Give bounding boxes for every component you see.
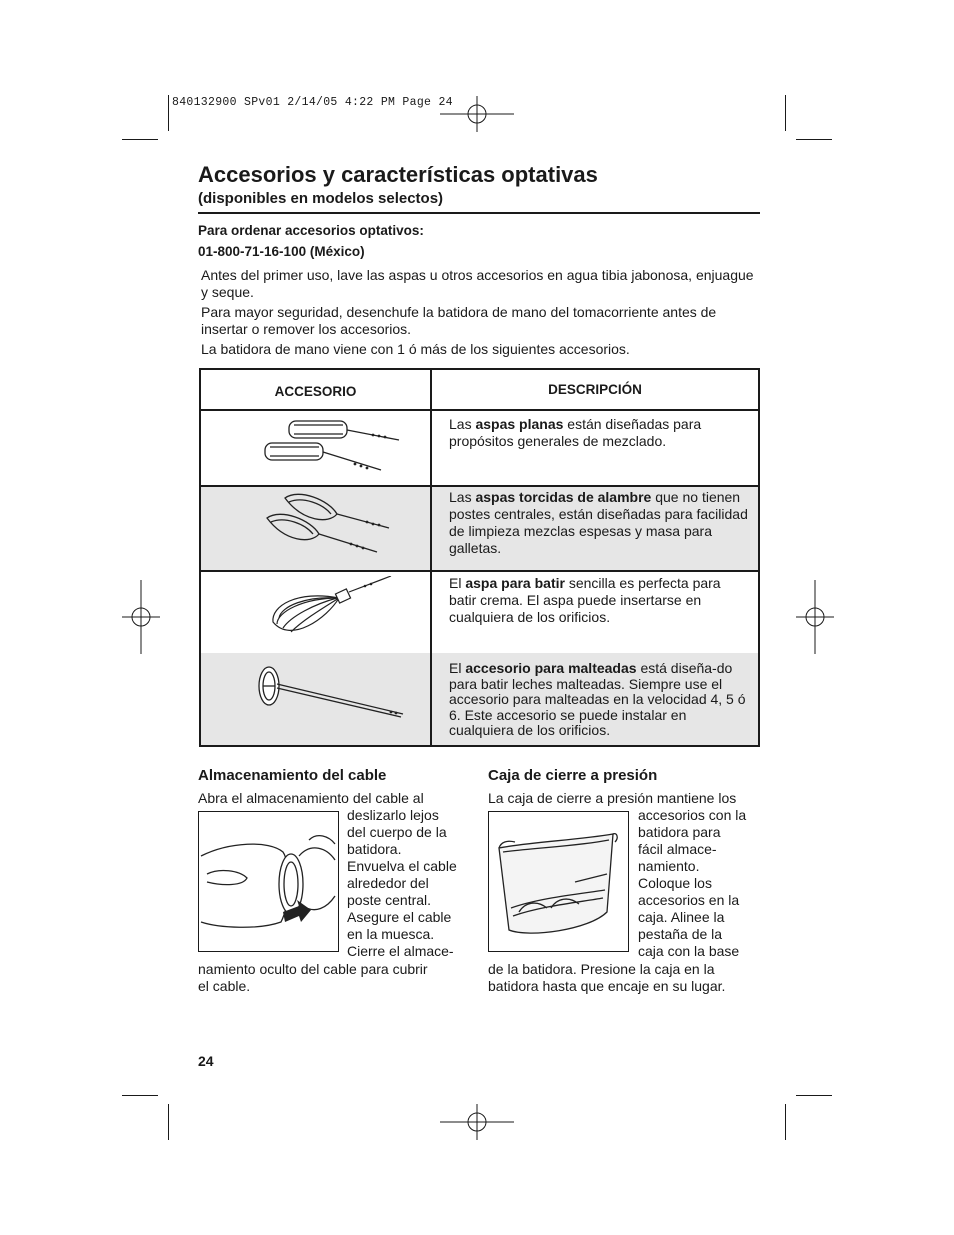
snap-case-text-side: accesorios con la batidora para fácil almace- namiento. Coloque los accesorios en la caja. Alinee la pestaña de la caja con la base <box>638 807 747 959</box>
title-rule <box>198 212 760 214</box>
page-title: Accesorios y características optativas <box>198 162 598 187</box>
flat-beaters-icon <box>261 415 401 477</box>
description-milkshake-attachment: El accesorio para malteadas está diseña-do para batir leches malteadas. Siempre use el accesorio para malteadas en la velocidad 4, 5 ó 6. Este accesorio se puede instalar en cualquiera de los orificios. <box>449 660 746 738</box>
intro-paragraph: Para mayor seguridad, desenchufe la batidora de mano del tomacorriente antes de insertar o remover los accesorios. <box>201 304 717 337</box>
order-phone: 01-800-71-16-100 (México) <box>198 244 365 259</box>
accessories-table <box>199 368 760 747</box>
cord-storage-heading: Almacenamiento del cable <box>198 767 387 784</box>
intro-text <box>201 267 761 362</box>
intro-paragraph: Antes del primer uso, lave las aspas u otros accesorios en agua tibia jabonosa, enjuague y seque. <box>201 267 754 300</box>
description-flat-beaters: Las aspas planas están diseñadas para propósitos generales de mezclado. <box>449 416 702 449</box>
header-description: DESCRIPCIÓN <box>548 382 642 397</box>
whisk-icon <box>267 576 395 646</box>
twisted-wire-beaters-icon <box>259 490 399 558</box>
snap-case-heading: Caja de cierre a presión <box>488 767 658 784</box>
cord-wrap-icon <box>199 812 337 950</box>
header-accessory: ACCESORIO <box>274 384 357 399</box>
intro-paragraph: La batidora de mano viene con 1 ó más de los siguientes accesorios. <box>201 341 630 357</box>
column-divider <box>430 370 432 745</box>
description-twisted-wire-beaters: Las aspas torcidas de alambre que no tienen postes centrales, están diseñadas para facilidad de limpieza mezclas espesas y masa para galletas. <box>449 489 748 556</box>
page-subtitle: (disponibles en modelos selectos) <box>198 190 444 207</box>
snap-case-text-rest: de la batidora. Presione la caja en la batidora hasta que encaje en su lugar. <box>488 961 726 994</box>
page-number: 24 <box>198 1053 214 1069</box>
row-divider <box>201 485 758 487</box>
milkshake-attachment-icon <box>253 664 409 724</box>
cord-storage-text-side: deslizarlo lejos del cuerpo de la batidora. Envuelva el cable alrededor del poste central. Asegure el cable en la muesca. Cierre el almace- <box>347 807 457 959</box>
header-divider <box>201 409 758 411</box>
cord-wrap-illustration <box>198 811 339 952</box>
cord-storage-text-rest: namiento oculto del cable para cubrir el cable. <box>198 961 428 994</box>
row-divider <box>201 570 758 572</box>
description-whisk: El aspa para batir sencilla es perfecta para batir crema. El aspa puede insertarse en cualquiera de los orificios. <box>449 575 721 625</box>
order-label: Para ordenar accesorios optativos: <box>198 223 424 238</box>
order-info <box>198 220 424 262</box>
snap-on-case-icon <box>489 812 627 950</box>
snap-case-illustration <box>488 811 629 952</box>
cord-storage-text-first: Abra el almacenamiento del cable al <box>198 790 424 806</box>
snap-case-text-first: La caja de cierre a presión mantiene los <box>488 790 737 806</box>
print-slug: 840132900 SPv01 2/14/05 4:22 PM Page 24 <box>172 96 453 109</box>
